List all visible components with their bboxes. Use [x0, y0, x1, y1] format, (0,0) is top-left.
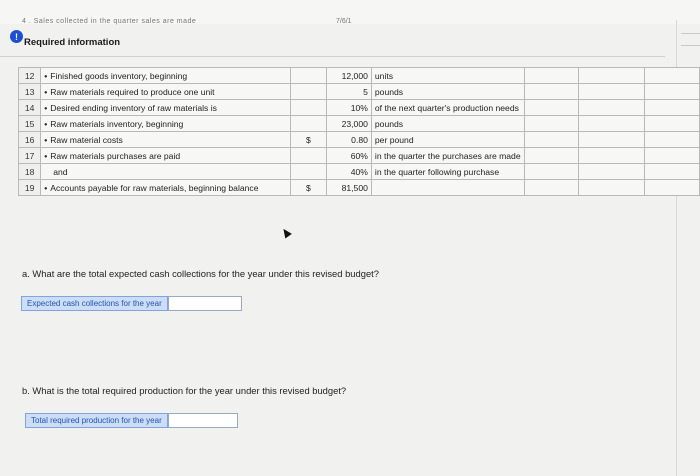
unit-cell[interactable]: units — [371, 68, 524, 84]
empty-cell[interactable] — [645, 164, 700, 180]
bullet-icon: • — [44, 70, 48, 81]
unit-cell[interactable] — [371, 180, 524, 196]
row-label: Accounts payable for raw materials, beginning balance — [50, 182, 259, 193]
value-cell[interactable]: 81,500 — [326, 180, 371, 196]
row-number: 15 — [19, 116, 41, 132]
unit-cell[interactable]: in the quarter following purchase — [371, 164, 524, 180]
empty-cell[interactable] — [645, 180, 700, 196]
row-number: 12 — [19, 68, 41, 84]
unit-cell[interactable]: pounds — [371, 84, 524, 100]
row-number: 16 — [19, 132, 41, 148]
currency-cell[interactable]: $ — [291, 180, 327, 196]
empty-cell[interactable] — [645, 100, 700, 116]
value-cell[interactable]: 12,000 — [326, 68, 371, 84]
required-information-title: Required information — [24, 37, 121, 48]
empty-cell[interactable] — [578, 100, 644, 116]
currency-cell[interactable] — [291, 84, 327, 100]
value-cell[interactable]: 10% — [326, 100, 371, 116]
unit-cell[interactable]: of the next quarter's production needs — [371, 100, 524, 116]
empty-cell[interactable] — [524, 148, 578, 164]
currency-cell[interactable] — [291, 164, 327, 180]
empty-cell[interactable] — [578, 84, 644, 100]
value-cell[interactable]: 0.80 — [326, 132, 371, 148]
row-number: 14 — [19, 100, 41, 116]
row-label-cell[interactable] — [41, 180, 291, 196]
row-label-cell[interactable] — [41, 132, 291, 148]
table-row — [19, 164, 700, 180]
table-row — [19, 132, 700, 148]
panel-line — [681, 45, 700, 46]
row-number: 19 — [19, 180, 41, 196]
empty-cell[interactable] — [524, 84, 578, 100]
row-number: 18 — [19, 164, 41, 180]
bullet-icon: • — [44, 102, 48, 113]
value-cell[interactable]: 60% — [326, 148, 371, 164]
currency-cell[interactable] — [291, 100, 327, 116]
question-b-answer-row — [25, 413, 238, 428]
empty-cell[interactable] — [645, 84, 700, 100]
table-row — [19, 100, 700, 116]
header-divider — [0, 56, 665, 57]
value-cell[interactable]: 5 — [326, 84, 371, 100]
row-number: 17 — [19, 148, 41, 164]
empty-cell[interactable] — [645, 132, 700, 148]
table-row — [19, 148, 700, 164]
row-label-cell[interactable] — [41, 68, 291, 84]
empty-cell[interactable] — [645, 68, 700, 84]
empty-cell[interactable] — [578, 68, 644, 84]
row-label-cell[interactable] — [41, 116, 291, 132]
empty-cell[interactable] — [524, 132, 578, 148]
unit-cell[interactable]: pounds — [371, 116, 524, 132]
row-label: Finished goods inventory, beginning — [50, 70, 188, 81]
info-icon: ! — [10, 30, 23, 43]
table-row — [19, 180, 700, 196]
empty-cell[interactable] — [524, 68, 578, 84]
bullet-icon: • — [44, 118, 48, 129]
panel-line — [681, 33, 700, 34]
row-number: 13 — [19, 84, 41, 100]
empty-cell[interactable] — [524, 100, 578, 116]
row-label-cell[interactable] — [41, 164, 291, 180]
value-cell[interactable]: 40% — [326, 164, 371, 180]
row-label-cell[interactable] — [41, 148, 291, 164]
empty-cell[interactable] — [524, 180, 578, 196]
row-label: Raw material costs — [50, 134, 123, 145]
bullet-icon: • — [44, 150, 48, 161]
top-strip — [0, 0, 700, 24]
empty-cell[interactable] — [578, 164, 644, 180]
empty-cell[interactable] — [524, 164, 578, 180]
empty-cell[interactable] — [524, 116, 578, 132]
question-b-text: b. What is the total required production for the year under this revised budget? — [22, 385, 347, 396]
question-a-text: a. What are the total expected cash collections for the year under this revised budget? — [22, 268, 379, 279]
mouse-cursor-icon — [280, 227, 292, 239]
empty-cell[interactable] — [578, 116, 644, 132]
empty-cell[interactable] — [645, 116, 700, 132]
empty-cell[interactable] — [578, 132, 644, 148]
expected-cash-collections-input[interactable] — [168, 296, 242, 311]
currency-cell[interactable] — [291, 68, 327, 84]
empty-cell[interactable] — [578, 148, 644, 164]
row-label-cell[interactable] — [41, 100, 291, 116]
table-row — [19, 116, 700, 132]
row-label: Raw materials purchases are paid — [50, 150, 181, 161]
currency-cell[interactable]: $ — [291, 132, 327, 148]
bullet-icon: • — [44, 134, 48, 145]
bullet-icon: • — [44, 182, 48, 193]
total-required-production-input[interactable] — [168, 413, 238, 428]
unit-cell[interactable]: per pound — [371, 132, 524, 148]
cutoff-header-text-mid: 7/6/1 — [336, 18, 352, 25]
total-required-production-label: Total required production for the year — [25, 413, 168, 428]
table-row — [19, 68, 700, 84]
empty-cell[interactable] — [645, 148, 700, 164]
unit-cell[interactable]: in the quarter the purchases are made — [371, 148, 524, 164]
currency-cell[interactable] — [291, 148, 327, 164]
empty-cell[interactable] — [578, 180, 644, 196]
value-cell[interactable]: 23,000 — [326, 116, 371, 132]
row-label: Raw materials required to produce one unit — [50, 86, 215, 97]
row-label: and — [53, 166, 68, 177]
bullet-icon: • — [44, 86, 48, 97]
expected-cash-collections-label: Expected cash collections for the year — [21, 296, 168, 311]
question-a-answer-row — [21, 296, 242, 311]
row-label: Raw materials inventory, beginning — [50, 118, 184, 129]
cutoff-header-text: 4 . Sales collected in the quarter sales are made — [22, 18, 197, 25]
spreadsheet-table — [18, 67, 700, 196]
row-label-cell[interactable] — [41, 84, 291, 100]
row-label: Desired ending inventory of raw materials is — [50, 102, 217, 113]
table-row — [19, 84, 700, 100]
currency-cell[interactable] — [291, 116, 327, 132]
